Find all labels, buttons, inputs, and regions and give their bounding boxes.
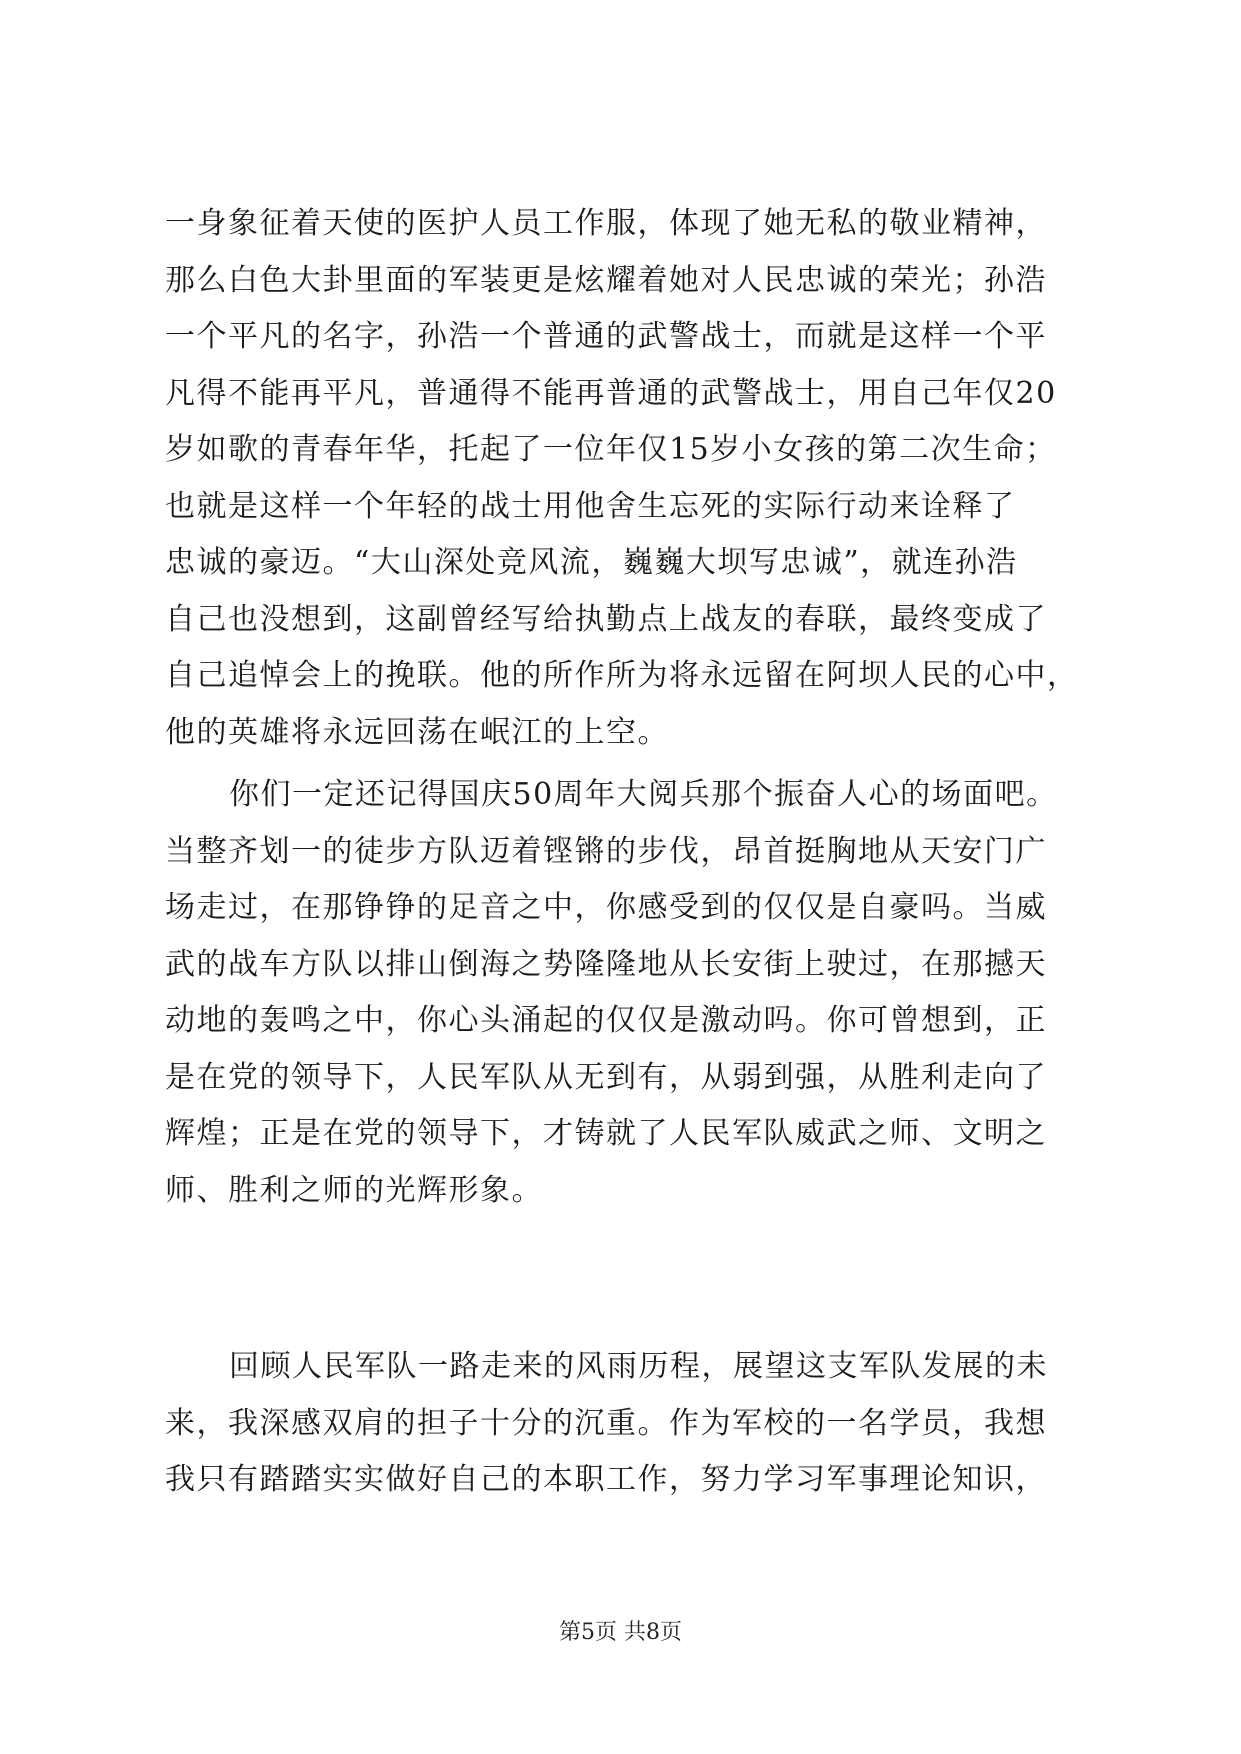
text-line: 师、胜利之师的光辉形象。 (165, 1172, 543, 1208)
text-line: 岁如歌的青春年华，托起了一位年仅15岁小女孩的第二次生命； (165, 432, 1057, 467)
text-line: 场走过，在那铮铮的足音之中，你感受到的仅仅是自豪吗。当威 (165, 890, 1047, 925)
text-line: 辉煌；正是在党的领导下，才铸就了人民军队威武之师、文明之 (165, 1116, 1047, 1151)
text-line: 他的英雄将永远回荡在岷江的上空。 (165, 714, 669, 750)
text-line: 是在党的领导下，人民军队从无到有，从弱到强，从胜利走向了 (165, 1059, 1047, 1095)
text-line: 你们一定还记得国庆50周年大阅兵那个振奋人心的场面吧。 (229, 777, 1058, 812)
page-label: 第5页 共8页 (559, 1620, 682, 1645)
text-line: 也就是这样一个年轻的战士用他舍生忘死的实际行动来诠释了 (165, 488, 1016, 524)
text-line: 当整齐划一的徒步方队迈着铿锵的步伐，昂首挺胸地从天安门广 (165, 833, 1047, 869)
page-number-footer (0, 1615, 1241, 1646)
text-line: 那么白色大卦里面的军装更是炫耀着她对人民忠诚的荣光；孙浩 (165, 262, 1047, 298)
text-line: 来，我深感双肩的担子十分的沉重。作为军校的一名学员，我想 (165, 1405, 1047, 1441)
text-line: 自己也没想到，这副曾经写给执勤点上战友的春联，最终变成了 (165, 601, 1047, 637)
text-line: 自己追悼会上的挽联。他的所作所为将永远留在阿坝人民的心中， (165, 658, 1079, 693)
text-line: 动地的轰鸣之中，你心头涌起的仅仅是激动吗。你可曾想到，正 (165, 1003, 1047, 1038)
text-line: 一身象征着天使的医护人员工作服，体现了她无私的敬业精神， (165, 206, 1047, 241)
text-line: 凡得不能再平凡，普通得不能再普通的武警战士，用自己年仅20 (165, 375, 1057, 411)
text-line: 回顾人民军队一路走来的风雨历程，展望这支军队发展的未 (229, 1349, 1048, 1384)
paragraph-2 (165, 767, 1075, 1219)
text-line: 忠诚的豪迈。“大山深处竞风流，巍巍大坝写忠诚”，就连孙浩 (165, 545, 1018, 580)
paragraph-3 (165, 1339, 1075, 1509)
paragraph-1 (165, 196, 1079, 761)
text-line: 一个平凡的名字，孙浩一个普通的武警战士，而就是这样一个平 (165, 319, 1047, 354)
text-line: 武的战车方队以排山倒海之势隆隆地从长安街上驶过，在那撼天 (165, 946, 1047, 982)
text-line: 我只有踏踏实实做好自己的本职工作，努力学习军事理论知识， (165, 1462, 1047, 1497)
